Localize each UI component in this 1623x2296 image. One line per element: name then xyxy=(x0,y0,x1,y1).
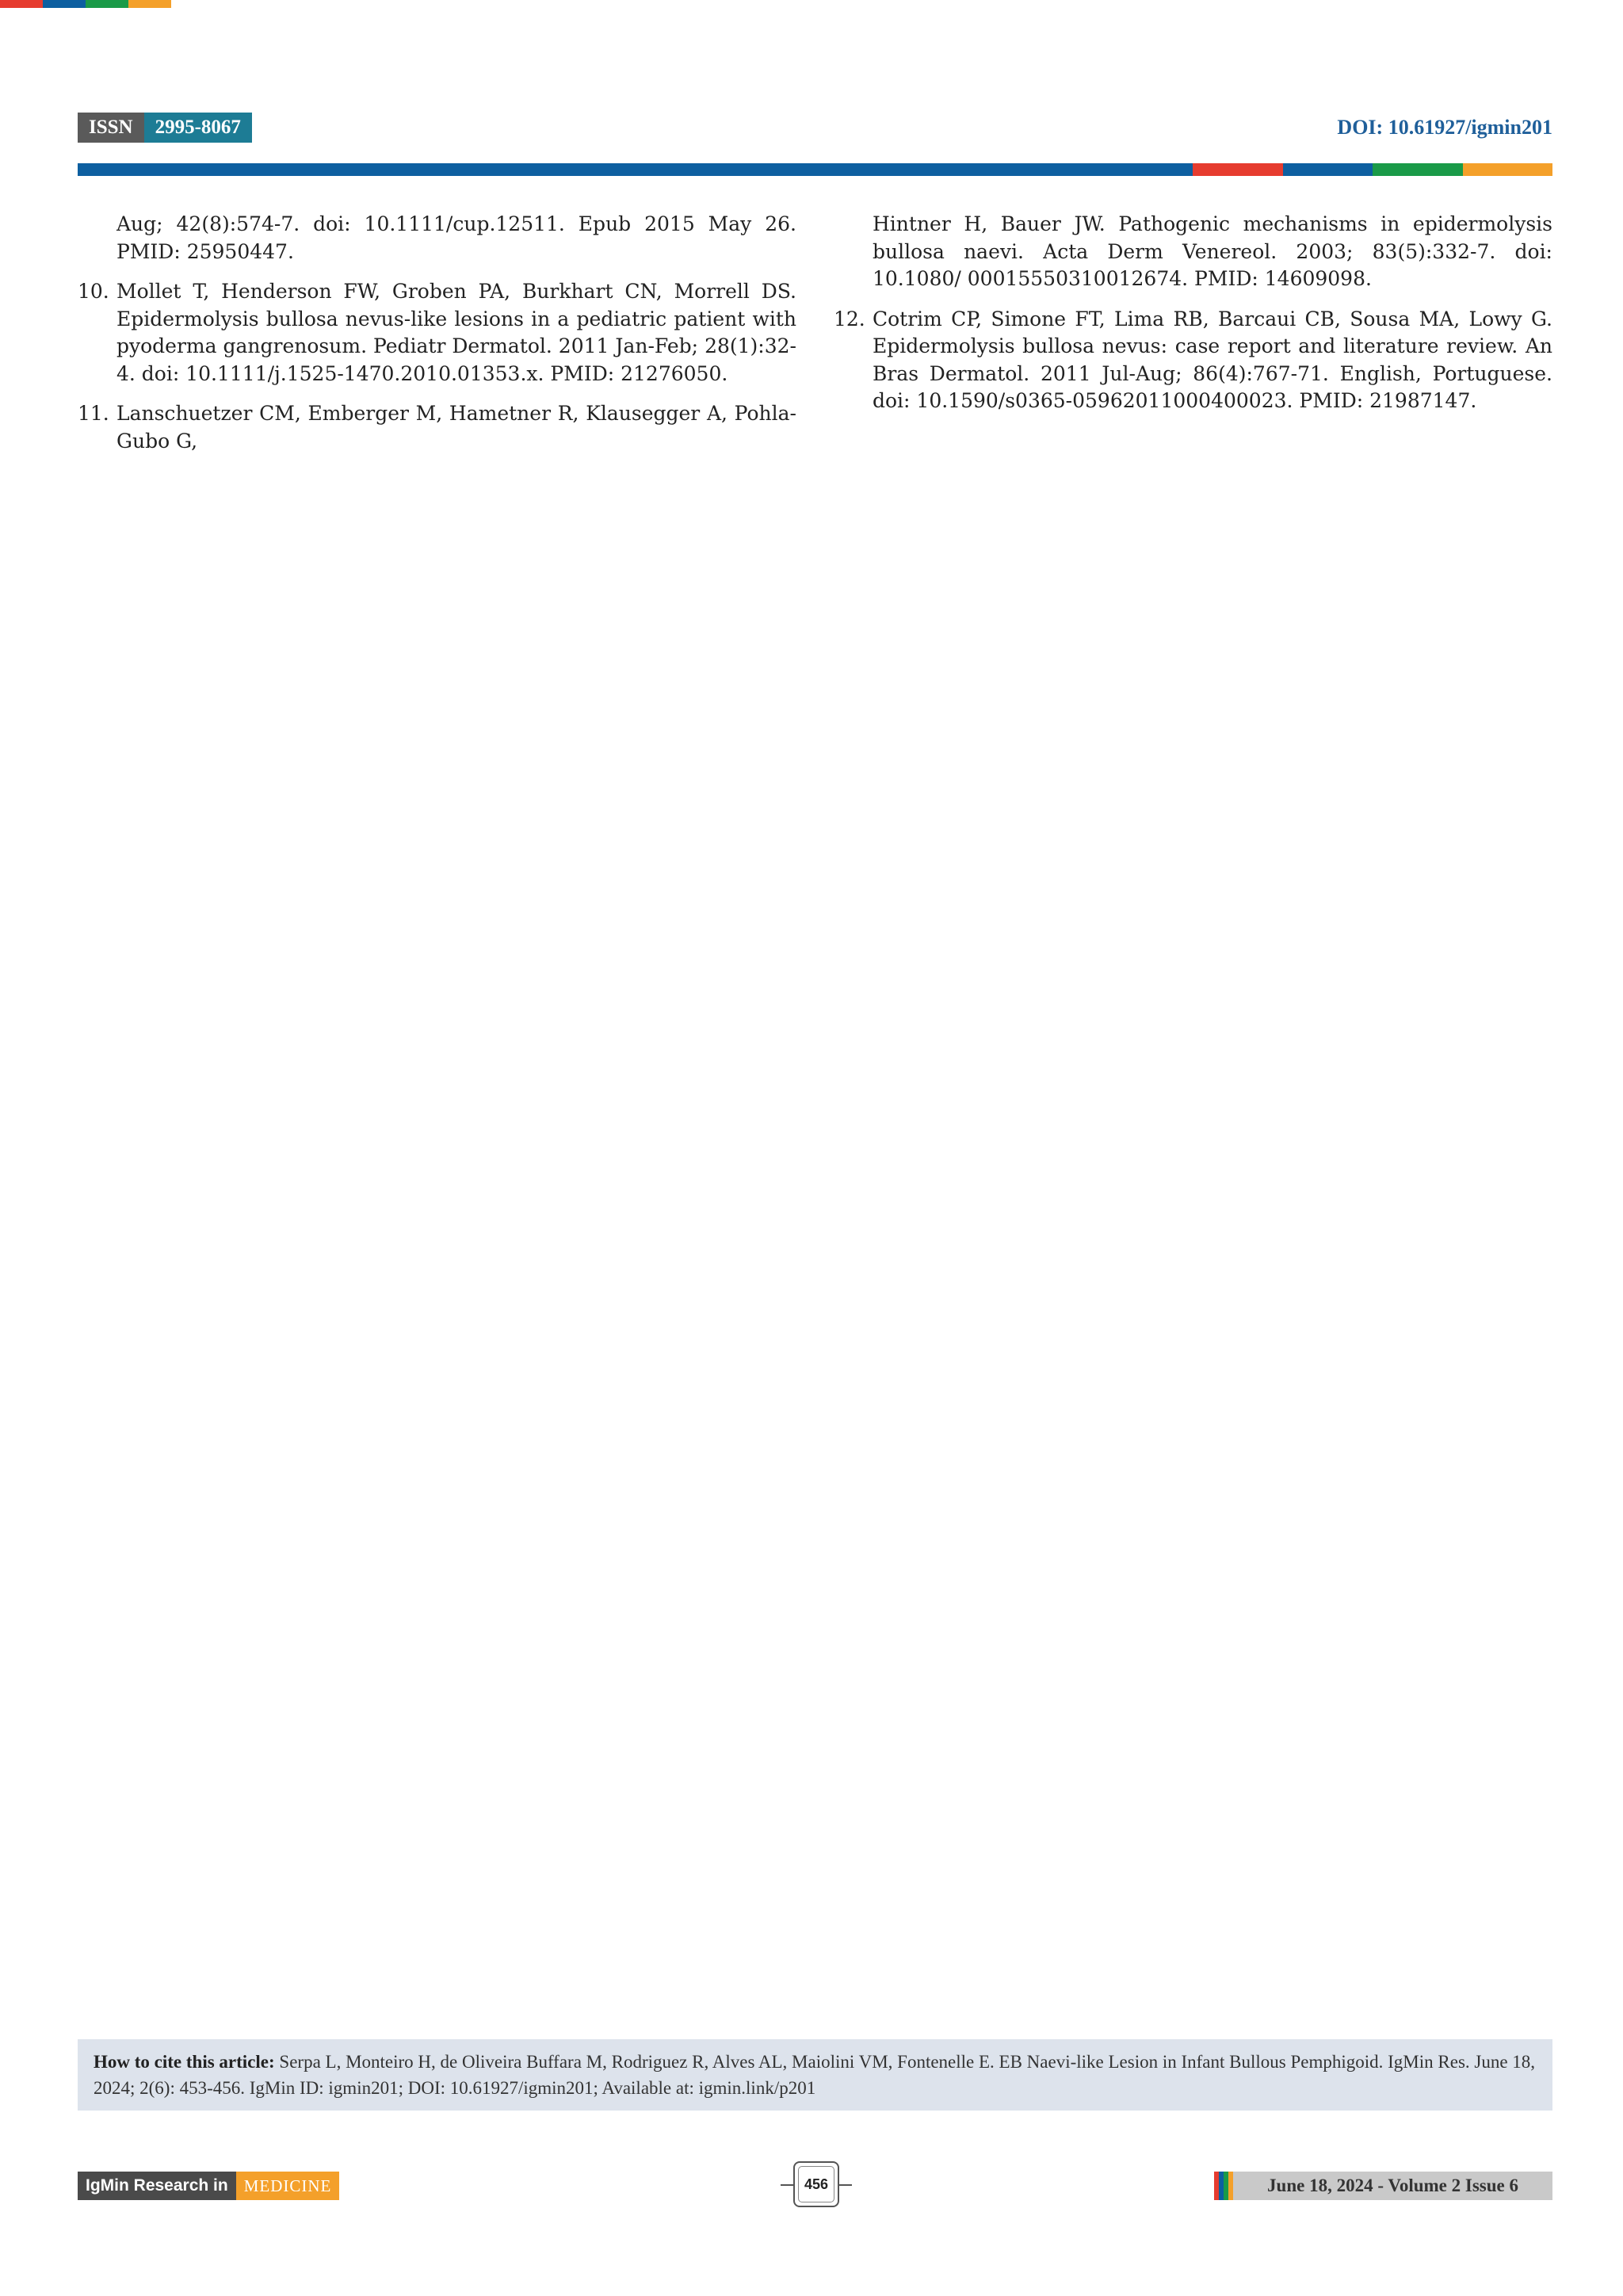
citation-label: How to cite this article: xyxy=(94,2052,275,2072)
reference-item xyxy=(78,211,796,266)
reference-number: 11. xyxy=(78,402,109,425)
strip-blue xyxy=(43,0,86,8)
date-volume-text: June 18, 2024 - Volume 2 Issue 6 xyxy=(1233,2172,1552,2200)
reference-text: Lanschuetzer CM, Emberger M, Hametner R, Klausegger A, Pohla-Gubo G, xyxy=(116,402,796,453)
date-volume-badge xyxy=(1214,2172,1552,2200)
header-rule xyxy=(78,163,1552,176)
page-number-right-line xyxy=(839,2184,852,2186)
reference-item xyxy=(78,278,796,388)
reference-text: Hintner H, Bauer JW. Pathogenic mechanisms in epidermolysis bullosa naevi. Acta Derm Venereol. 2003; 83(5):332-7. doi: 10.1080/ 00015550310012674. PMID: 14609098. xyxy=(873,212,1552,290)
page-number-left-line xyxy=(781,2184,793,2186)
citation-text: Serpa L, Monteiro H, de Oliveira Buffara M, Rodriguez R, Alves AL, Maiolini VM, Fontenelle E. EB Naevi-like Lesion in Infant Bullous Pemphigoid. IgMin Res. June 18, 2024; 2(6): 453-456. IgMin ID: igmin201; DOI: 10.61927/igmin201; Available at: igmin.link/p201 xyxy=(94,2052,1536,2098)
strip-red xyxy=(0,0,43,8)
reference-item xyxy=(834,211,1552,293)
reference-number: 12. xyxy=(834,307,865,330)
reference-item xyxy=(834,306,1552,415)
doi-link[interactable]: DOI: 10.61927/igmin201 xyxy=(1337,116,1552,139)
rule-blue xyxy=(1283,163,1373,176)
rule-red xyxy=(1193,163,1283,176)
strip-green xyxy=(86,0,128,8)
issn-number: 2995-8067 xyxy=(144,113,252,143)
how-to-cite-box xyxy=(78,2039,1552,2111)
strip-orange xyxy=(128,0,171,8)
reference-text: Cotrim CP, Simone FT, Lima RB, Barcaui CB, Sousa MA, Lowy G. Epidermolysis bullosa nevus: case report and literature review. An Bras Dermatol. 2011 Jul-Aug; 86(4):767-71. English, Portuguese. doi: 10.1590/s0365-05962011000400023. PMID: 21987147. xyxy=(873,307,1552,412)
reference-number: 10. xyxy=(78,280,109,303)
corner-color-strip xyxy=(0,0,171,8)
reference-item xyxy=(78,400,796,455)
reference-text: Aug; 42(8):574-7. doi: 10.1111/cup.12511. Epub 2015 May 26. PMID: 25950447. xyxy=(116,212,796,263)
issn-badge xyxy=(78,113,252,143)
reference-text: Mollet T, Henderson FW, Groben PA, Burkhart CN, Morrell DS. Epidermolysis bullosa nevus-like lesions in a pediatric patient with pyoderma gangrenosum. Pediatr Dermatol. 2011 Jan-Feb; 28(1):32-4. doi: 10.1111/j.1525-1470.2010.01353.x. PMID: 21276050. xyxy=(116,280,796,385)
date-color-stripes xyxy=(1214,2172,1233,2200)
journal-prefix: IgMin Research in xyxy=(78,2172,236,2200)
references-right-column xyxy=(834,211,1552,428)
rule-green xyxy=(1373,163,1463,176)
page-number-badge xyxy=(781,2161,852,2209)
references-left-column xyxy=(78,211,796,468)
journal-badge xyxy=(78,2172,339,2200)
journal-subject: MEDICINE xyxy=(236,2172,340,2200)
issn-label: ISSN xyxy=(78,113,144,143)
page-number: 456 xyxy=(793,2161,839,2207)
rule-blue-long xyxy=(78,163,1193,176)
rule-orange xyxy=(1463,163,1552,176)
